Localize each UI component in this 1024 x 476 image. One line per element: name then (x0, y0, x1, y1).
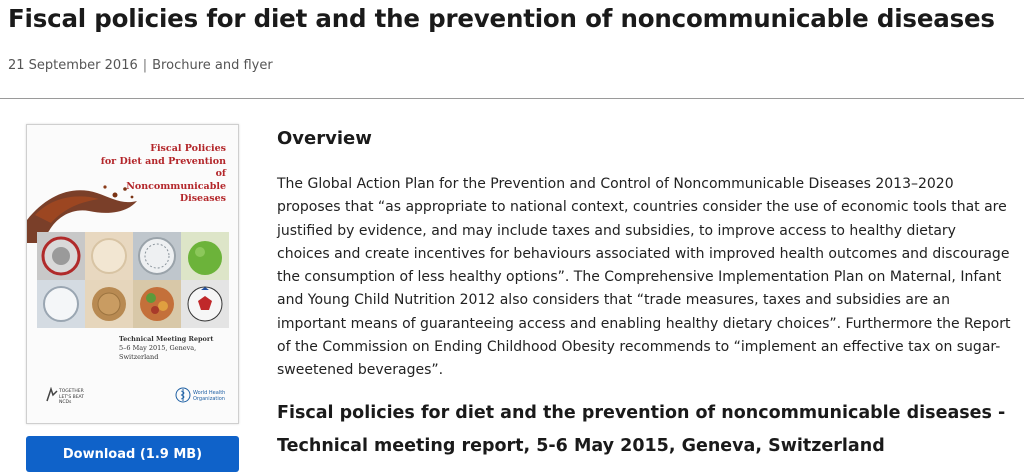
publication-date: 21 September 2016 (8, 58, 138, 73)
overview-text: The Global Action Plan for the Prevention and Control of Noncommunicable Diseases 2013–2020 proposes that “as appropriate to national context, countries consider the use of economic tools that are justified by evidence, and may include taxes and subsidies, to improve access to healthy dietary choices and create incentives for behaviours associated with improved health outcomes and discourage the consumption of less healthy options”. The Comprehensive Implementation Plan on Maternal, Infant and Young Child Nutrition 2012 also considers that “trade measures, taxes and subsidies are an important means of guaranteeing access and enabling healthy dietary choices”. Furthermore the Report of the Commission on Ending Childhood Obesity recommends to “implement an effective tax on sugar-sweetened beverages”. (277, 176, 1011, 379)
meta-separator: | (142, 58, 148, 73)
who-logo: World Health Organization (175, 385, 231, 409)
page-title: Fiscal policies for diet and the prevention of noncommunicable diseases (8, 4, 995, 33)
overview-heading: Overview (277, 128, 372, 149)
beat-ncds-icon (45, 387, 59, 403)
download-button[interactable]: Download (1.9 MB) (26, 436, 239, 472)
cover-title: Fiscal Policies for Diet and Prevention of Noncommunicable Diseases (100, 143, 226, 204)
publication-type: Brochure and flyer (152, 58, 273, 73)
who-emblem-icon (175, 387, 191, 403)
publication-cover[interactable] (26, 124, 239, 424)
beat-ncds-logo: TOGETHER LET'S BEAT NCDs (45, 383, 91, 407)
report-heading: Fiscal policies for diet and the prevention of noncommunicable diseases - Technical meeting report, 5-6 May 2015, Geneva, Switzerland (277, 403, 1006, 456)
publication-meta (8, 58, 273, 73)
cover-photo-collage (37, 232, 229, 328)
cover-report-info: Technical Meeting Report 5–6 May 2015, Geneva, Switzerland (119, 335, 214, 361)
header-divider (0, 98, 1024, 99)
